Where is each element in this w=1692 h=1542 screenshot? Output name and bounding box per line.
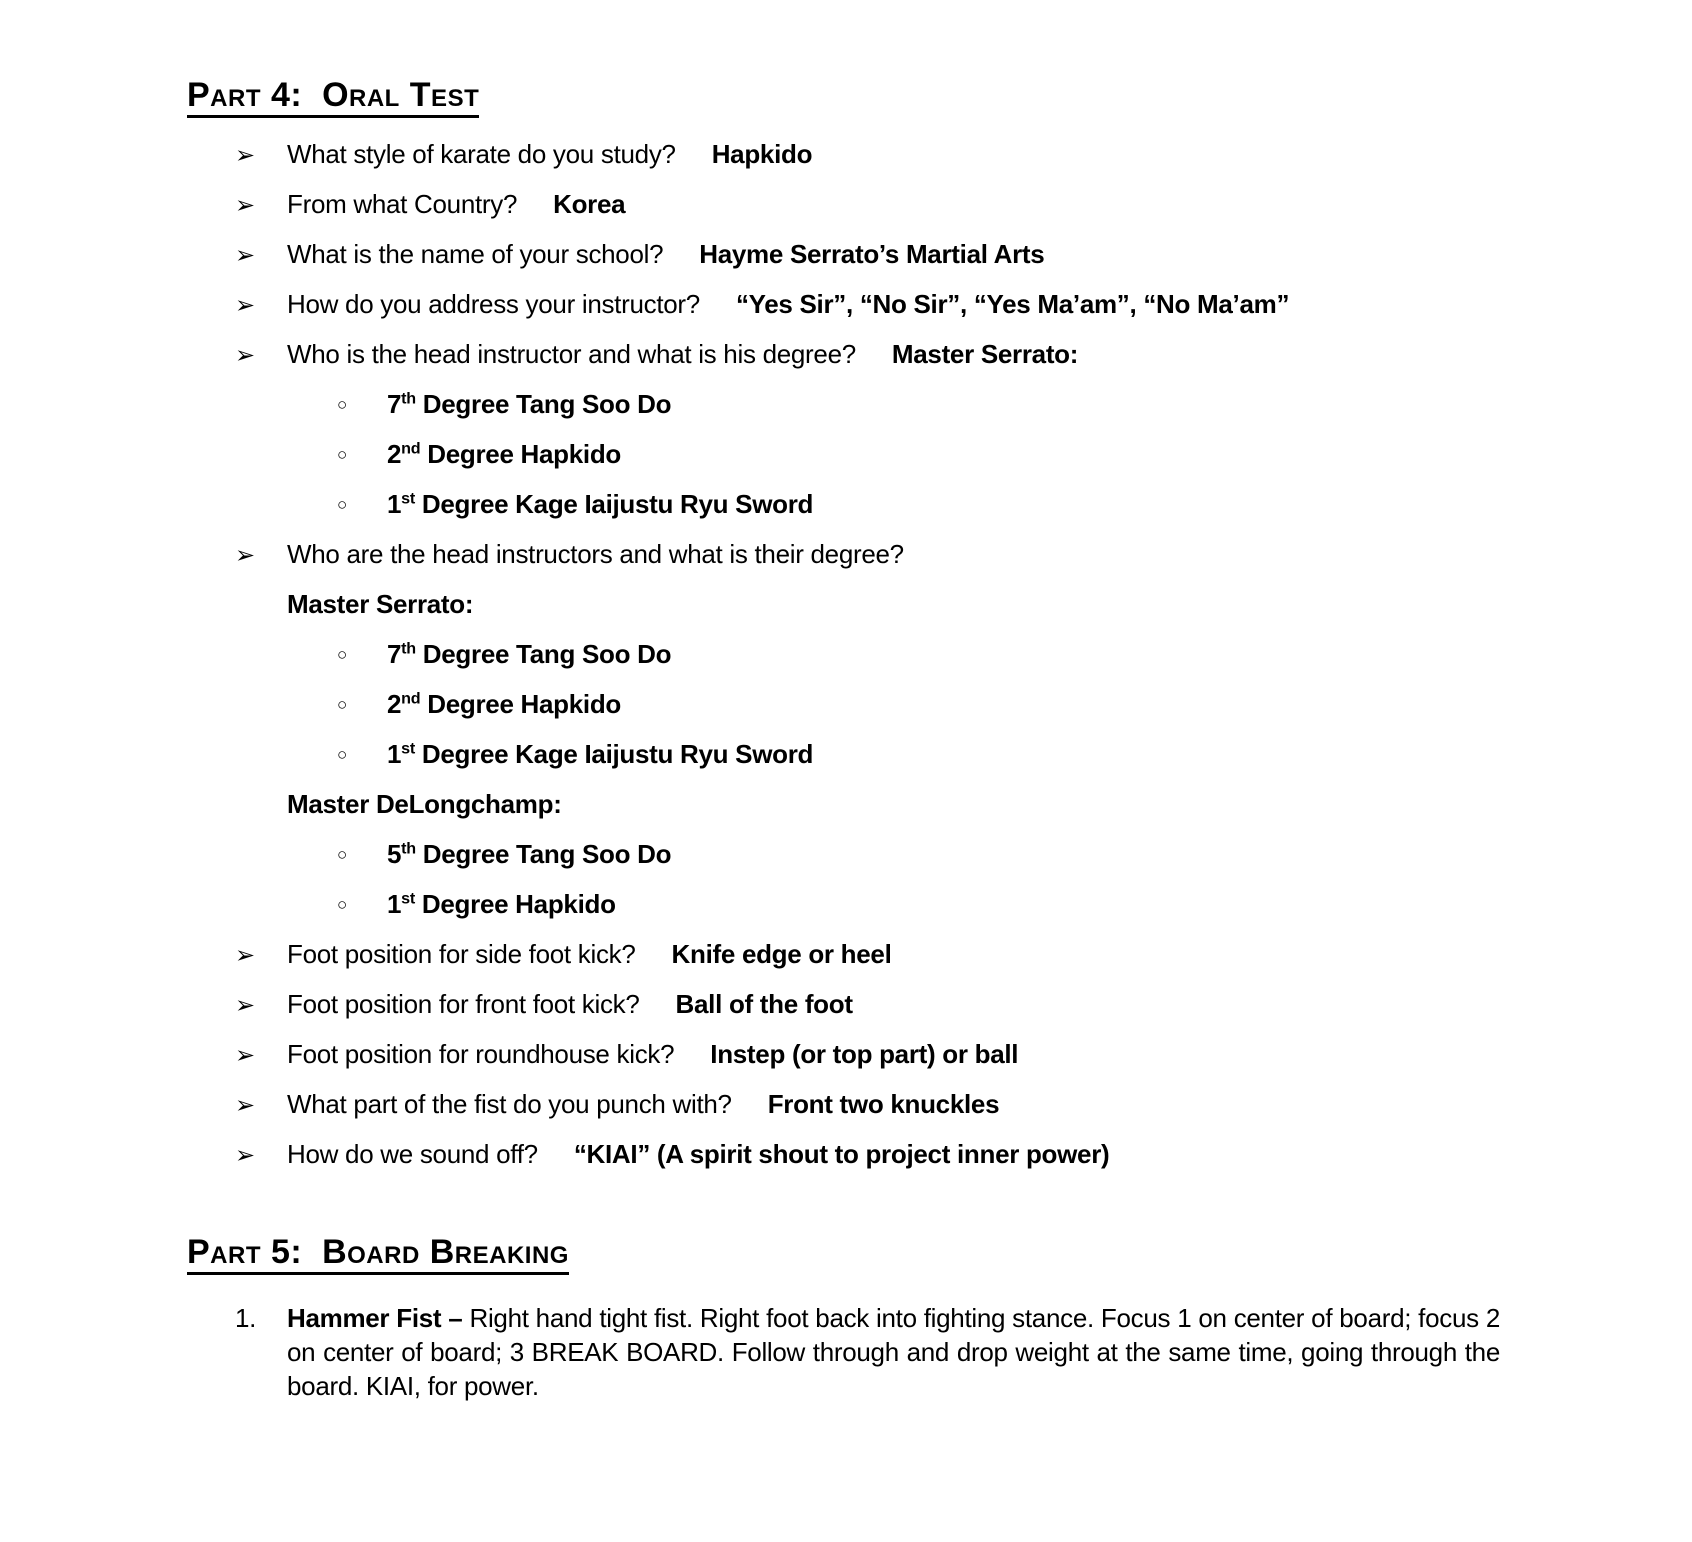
question-text: From what Country? [287, 189, 518, 219]
degree-sub-item [187, 688, 1500, 721]
question-item [187, 1088, 1500, 1121]
circle-bullet-icon: ○ [337, 395, 348, 414]
degree-text: 5th Degree Tang Soo Do [387, 839, 672, 869]
oral-test-list [187, 138, 1500, 1171]
question-text: Foot position for front foot kick? [287, 989, 640, 1019]
question-text: What is the name of your school? [287, 239, 664, 269]
answer-text: Korea [553, 189, 626, 219]
answer-text: Master Serrato: [891, 339, 1079, 369]
degree-text: 2nd Degree Hapkido [387, 439, 622, 469]
question-item [187, 988, 1500, 1021]
answer-text: Front two knuckles [767, 1089, 1000, 1119]
arrow-bullet-icon: ➢ [235, 1092, 256, 1119]
question-text: Who is the head instructor and what is his degree? [287, 339, 856, 369]
technique-description: Right hand tight fist. Right foot back into fighting stance. Focus 1 on center of board; focus 2 on center of board; 3 BREAK BOARD. Follow through and drop weight at the same time, going through the board. KIAI, for power. [287, 1303, 1500, 1401]
degree-text: 1st Degree Kage Iaijustu Ryu Sword [387, 739, 814, 769]
degree-sub-item [187, 488, 1500, 521]
degree-text: 7th Degree Tang Soo Do [387, 389, 672, 419]
question-text: What style of karate do you study? [287, 139, 676, 169]
answer-text: “Yes Sir”, “No Sir”, “Yes Ma’am”, “No Ma’am” [735, 289, 1290, 319]
question-item [187, 188, 1500, 221]
degree-sub-item [187, 888, 1500, 921]
arrow-bullet-icon: ➢ [235, 1042, 256, 1069]
question-text: What part of the fist do you punch with? [287, 1089, 732, 1119]
arrow-bullet-icon: ➢ [235, 192, 256, 219]
answer-text: Hayme Serrato’s Martial Arts [699, 239, 1045, 269]
question-item [187, 538, 1500, 571]
question-text: Who are the head instructors and what is their degree? [287, 539, 904, 569]
item-number: 1. [235, 1303, 257, 1333]
circle-bullet-icon: ○ [337, 445, 348, 464]
question-text: How do you address your instructor? [287, 289, 700, 319]
question-item [187, 288, 1500, 321]
arrow-bullet-icon: ➢ [235, 142, 256, 169]
question-text: Foot position for roundhouse kick? [287, 1039, 675, 1069]
part5-section [187, 1233, 1500, 1403]
degree-sub-item [187, 738, 1500, 771]
arrow-bullet-icon: ➢ [235, 992, 256, 1019]
answer-text: Hapkido [711, 139, 813, 169]
arrow-bullet-icon: ➢ [235, 242, 256, 269]
part4-heading: Part 4: Oral Test [187, 76, 479, 118]
answer-text: “KIAI” (A spirit shout to project inner power) [573, 1139, 1110, 1169]
circle-bullet-icon: ○ [337, 895, 348, 914]
question-item [187, 238, 1500, 271]
instructor-group-label: Master Serrato: [287, 589, 474, 619]
question-text: How do we sound off? [287, 1139, 538, 1169]
question-item [187, 1038, 1500, 1071]
part4-heading-row [187, 76, 1500, 118]
degree-text: 7th Degree Tang Soo Do [387, 639, 672, 669]
circle-bullet-icon: ○ [337, 645, 348, 664]
degree-text: 1st Degree Hapkido [387, 889, 616, 919]
degree-sub-item [187, 638, 1500, 671]
question-item [187, 138, 1500, 171]
degree-sub-item [187, 388, 1500, 421]
degree-sub-item [187, 438, 1500, 471]
question-item [187, 1138, 1500, 1171]
arrow-bullet-icon: ➢ [235, 342, 256, 369]
part5-heading-row [187, 1233, 1500, 1275]
circle-bullet-icon: ○ [337, 745, 348, 764]
circle-bullet-icon: ○ [337, 495, 348, 514]
circle-bullet-icon: ○ [337, 845, 348, 864]
answer-text: Knife edge or heel [671, 939, 892, 969]
part5-heading: Part 5: Board Breaking [187, 1233, 569, 1275]
degree-text: 2nd Degree Hapkido [387, 689, 622, 719]
instructor-group-label: Master DeLongchamp: [287, 789, 562, 819]
degree-sub-item [187, 838, 1500, 871]
answer-text: Ball of the foot [675, 989, 853, 1019]
degree-text: 1st Degree Kage Iaijustu Ryu Sword [387, 489, 814, 519]
arrow-bullet-icon: ➢ [235, 542, 256, 569]
question-item [187, 938, 1500, 971]
question-text: Foot position for side foot kick? [287, 939, 636, 969]
board-breaking-item [187, 1301, 1500, 1403]
answer-text: Instep (or top part) or ball [710, 1039, 1019, 1069]
technique-name: Hammer Fist – [287, 1303, 463, 1333]
circle-bullet-icon: ○ [337, 695, 348, 714]
arrow-bullet-icon: ➢ [235, 1142, 256, 1169]
question-item [187, 338, 1500, 371]
arrow-bullet-icon: ➢ [235, 942, 256, 969]
arrow-bullet-icon: ➢ [235, 292, 256, 319]
